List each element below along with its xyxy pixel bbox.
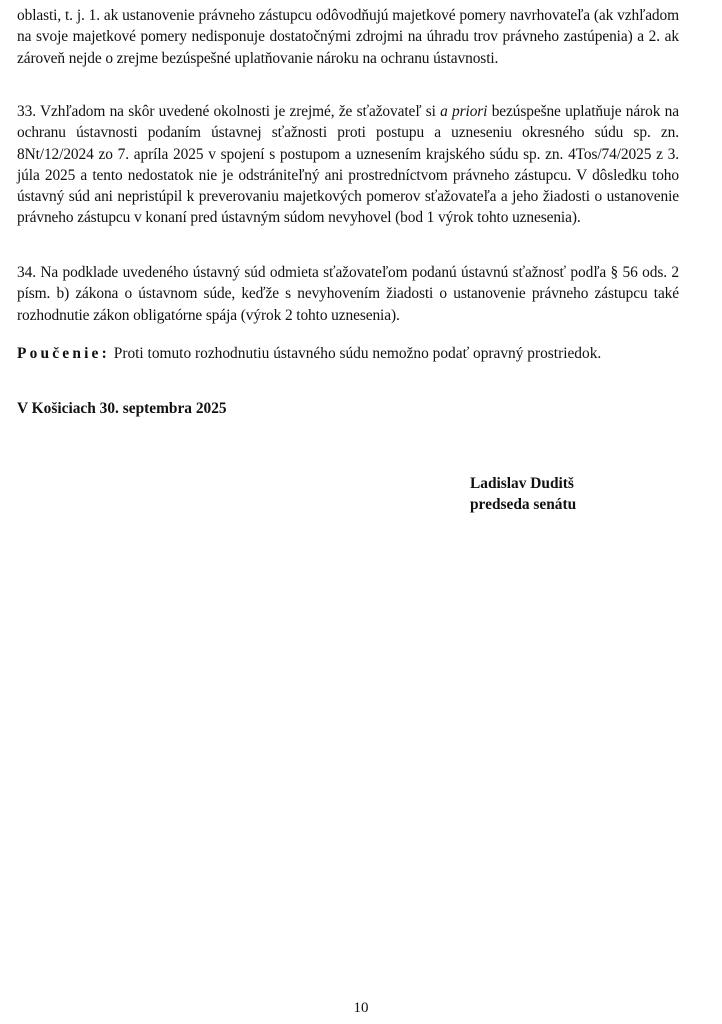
instruction-note bbox=[17, 343, 697, 364]
paragraph-33-text-after: bezúspešne uplatňuje nárok na ochranu ústavnosti podaním ústavnej sťažnosti proti postupu a uzneseniu okresného súdu sp. zn. 8Nt/12/2024 zo 7. apríla 2025 v spojení s postupom a uznesením krajského súdu sp. zn. 4Tos/74/2025 z 3. júla 2025 a tento nedostatok nie je odstrániteľný ani prostredníctvom právneho zástupcu. V dôsledku toho ústavný súd ani nepristúpil k preverovaniu majetkových pomerov sťažovateľa a jeho žiadosti o ustanovenie právneho zástupcu v konaní pred ústavným súdom nevyhovel (bod 1 výrok tohto uznesenia). bbox=[17, 103, 679, 227]
instruction-text: Proti tomuto rozhodnutiu ústavného súdu nemožno podať opravný prostriedok. bbox=[109, 345, 602, 362]
signatory-name: Ladislav Duditš bbox=[470, 475, 574, 492]
paragraph-33-text-before: 33. Vzhľadom na skôr uvedené okolnosti je zrejmé, že sťažovateľ si bbox=[17, 103, 441, 120]
paragraph-continuation: oblasti, t. j. 1. ak ustanovenie právneho zástupcu odôvodňujú majetkové pomery navrhovateľa (ak vzhľadom na svoje majetkové pomery nedisponuje dostatočnými zdrojmi na úhradu trov právneho zastúpenia) a 2. ak zároveň nejde o zrejme bezúspešné uplatňovanie nároku na ochranu ústavnosti. bbox=[17, 7, 679, 67]
instruction-label: Poučenie: bbox=[17, 345, 110, 362]
signature-block bbox=[470, 473, 576, 515]
signatory-title: predseda senátu bbox=[470, 496, 577, 513]
page-number: 10 bbox=[353, 1000, 369, 1016]
paragraph-33-italic: a priori bbox=[440, 103, 488, 120]
place-and-date: V Košiciach 30. septembra 2025 bbox=[17, 400, 227, 417]
paragraph-33 bbox=[17, 101, 679, 229]
paragraph-34: 34. Na podklade uvedeného ústavný súd odmieta sťažovateľom podanú ústavnú sťažnosť podľa § 56 ods. 2 písm. b) zákona o ústavnom súde, keďže s nevyhovením žiadosti o ustanovenie právneho zástupcu také rozhodnutie zákon obligatórne spája (výrok 2 tohto uznesenia). bbox=[17, 264, 679, 324]
